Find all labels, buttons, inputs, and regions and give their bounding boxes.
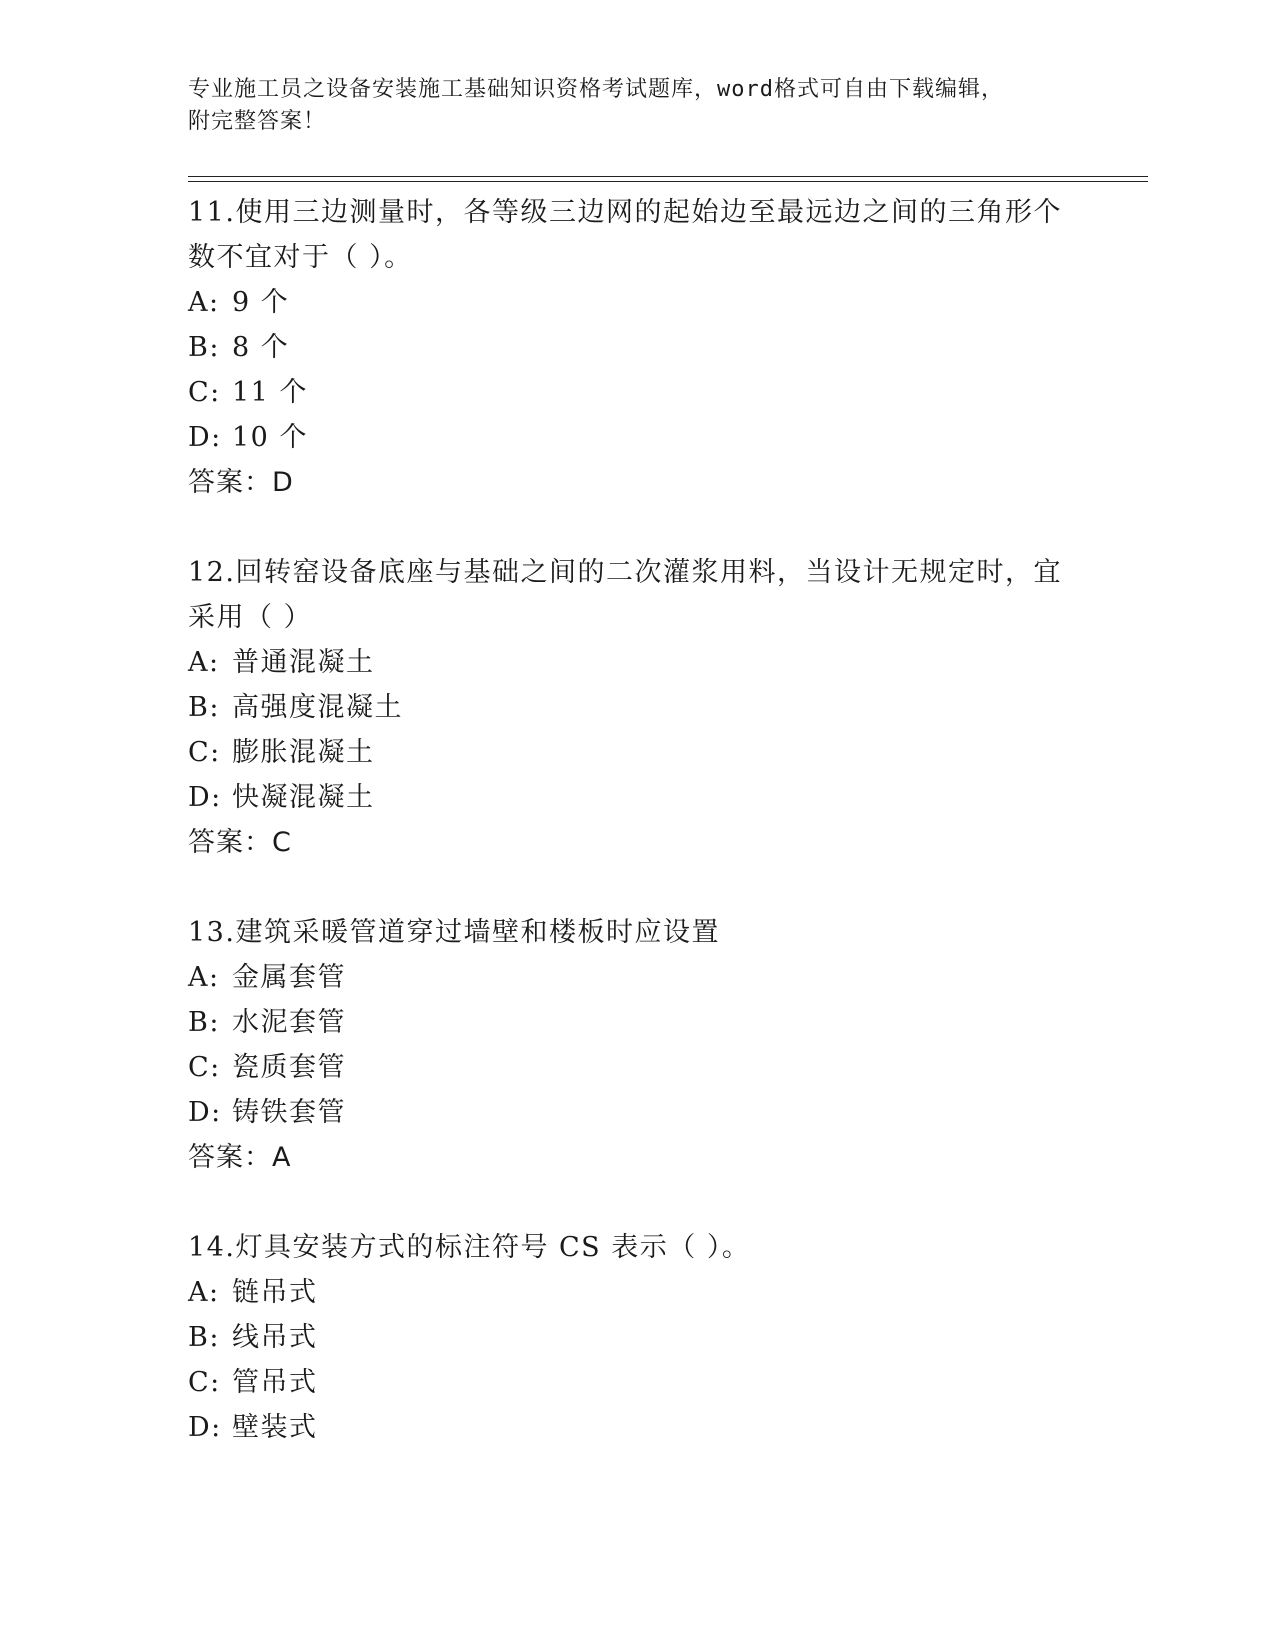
option-text: 铸铁套管 — [232, 1097, 346, 1128]
question-11 — [188, 190, 1088, 505]
option-a — [188, 640, 1088, 685]
question-text: 11.使用三边测量时，各等级三边网的起始边至最远边之间的三角形个数不宜对于（ ）。 — [188, 197, 1062, 273]
option-text: 8 个 — [232, 332, 290, 363]
option-letter: B: — [188, 1007, 220, 1038]
option-letter: D: — [188, 1412, 222, 1443]
option-text: 金属套管 — [232, 962, 346, 993]
question-text: 14.灯具安装方式的标注符号 CS 表示（ ）。 — [188, 1232, 751, 1263]
question-14 — [188, 1225, 1088, 1450]
option-c — [188, 730, 1088, 775]
document-header — [188, 74, 1068, 138]
option-text: 线吊式 — [232, 1322, 318, 1353]
option-letter: A: — [188, 287, 220, 318]
option-text: 普通混凝土 — [232, 647, 375, 678]
question-text: 12.回转窑设备底座与基础之间的二次灌浆用料，当设计无规定时，宜采用（ ） — [188, 557, 1062, 633]
option-d — [188, 415, 1088, 460]
option-letter: B: — [188, 332, 220, 363]
option-a — [188, 280, 1088, 325]
option-b — [188, 1315, 1088, 1360]
question-list — [188, 190, 1088, 1495]
header-line-2: 附完整答案！ — [188, 109, 327, 134]
option-letter: C: — [188, 1367, 221, 1398]
option-text: 管吊式 — [232, 1367, 318, 1398]
option-letter: C: — [188, 1052, 221, 1083]
option-letter: A: — [188, 1277, 220, 1308]
option-letter: A: — [188, 962, 220, 993]
option-text: 瓷质套管 — [232, 1052, 346, 1083]
question-13 — [188, 910, 1088, 1180]
option-text: 快凝混凝土 — [232, 782, 375, 813]
option-d — [188, 1405, 1088, 1450]
option-letter: C: — [188, 737, 221, 768]
option-text: 水泥套管 — [232, 1007, 346, 1038]
header-word-keyword: word — [717, 77, 774, 102]
header-text-part-1: 专业施工员之设备安装施工基础知识资格考试题库， — [188, 77, 718, 102]
option-letter: D: — [188, 1097, 222, 1128]
option-c — [188, 1045, 1088, 1090]
question-12 — [188, 550, 1088, 865]
option-letter: D: — [188, 782, 222, 813]
option-b — [188, 325, 1088, 370]
option-text: 链吊式 — [232, 1277, 318, 1308]
option-text: 壁装式 — [232, 1412, 318, 1443]
option-letter: B: — [188, 692, 220, 723]
option-c — [188, 370, 1088, 415]
header-divider-top — [188, 176, 1148, 177]
option-text: 11 个 — [232, 377, 308, 408]
option-text: 9 个 — [232, 287, 290, 318]
answer-line: 答案：A — [188, 1142, 292, 1173]
option-letter: D: — [188, 422, 222, 453]
option-a — [188, 955, 1088, 1000]
option-text: 10 个 — [232, 422, 308, 453]
option-b — [188, 1000, 1088, 1045]
option-text: 膨胀混凝土 — [232, 737, 375, 768]
option-text: 高强度混凝土 — [232, 692, 403, 723]
header-divider-bottom — [188, 181, 1148, 182]
option-letter: B: — [188, 1322, 220, 1353]
option-c — [188, 1360, 1088, 1405]
answer-line: 答案：D — [188, 467, 294, 498]
option-d — [188, 1090, 1088, 1135]
option-a — [188, 1270, 1088, 1315]
option-letter: C: — [188, 377, 221, 408]
question-text: 13.建筑采暖管道穿过墙壁和楼板时应设置 — [188, 917, 720, 948]
option-b — [188, 685, 1088, 730]
option-d — [188, 775, 1088, 820]
answer-line: 答案：C — [188, 827, 292, 858]
header-line-1 — [188, 74, 1068, 106]
header-text-part-2: 格式可自由下载编辑， — [774, 77, 1005, 102]
option-letter: A: — [188, 647, 220, 678]
